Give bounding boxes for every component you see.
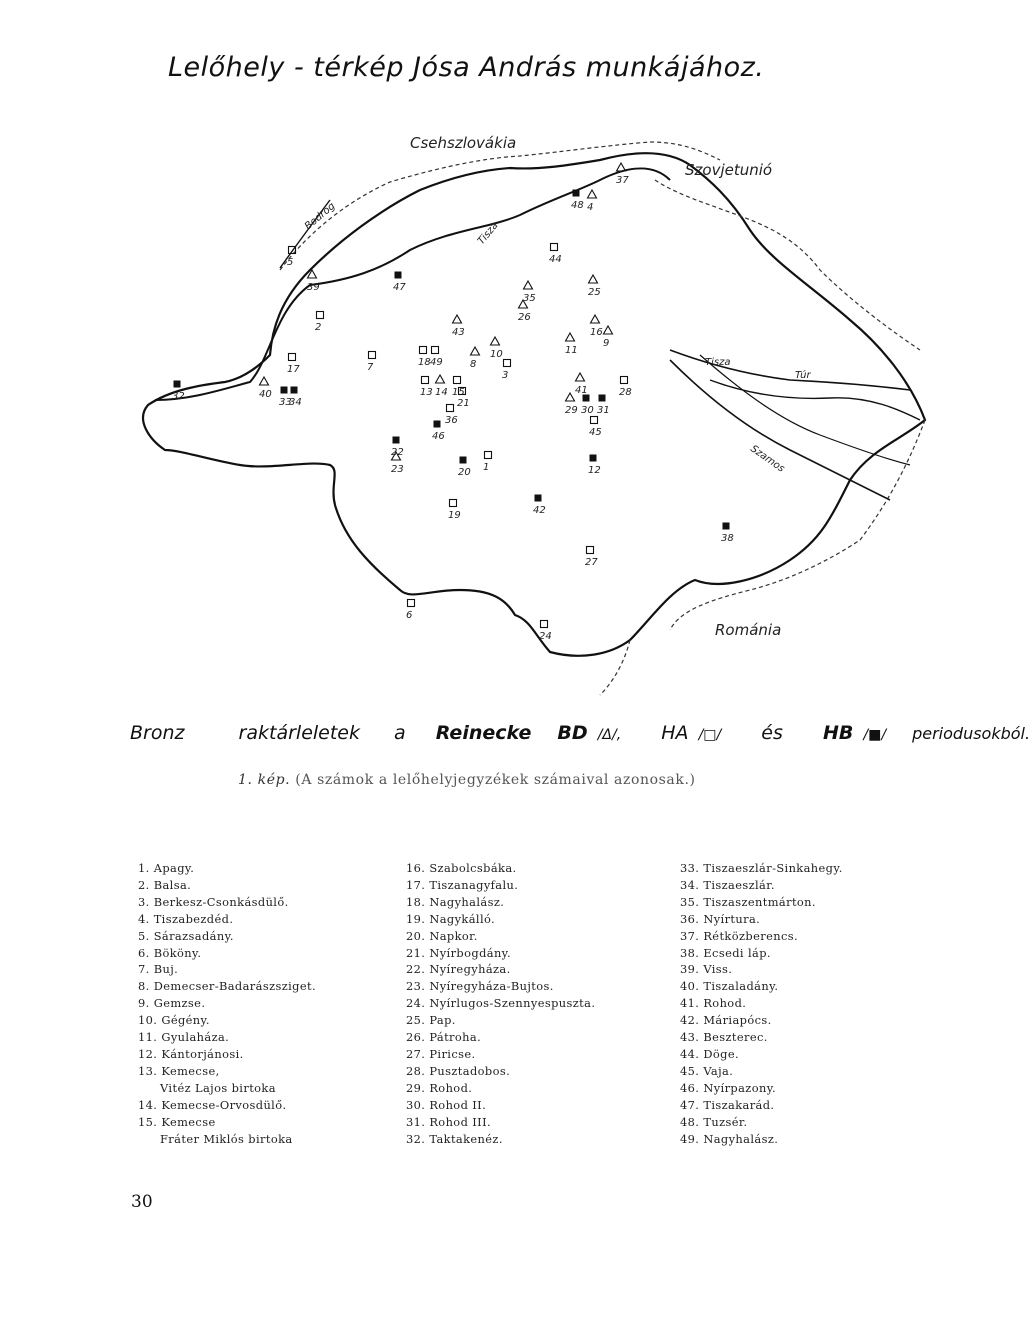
legend — [130, 722, 1030, 744]
list-item: 47. Tiszakarád. — [680, 1097, 775, 1112]
river-tur — [710, 380, 920, 420]
site-number-37: 37 — [616, 175, 629, 186]
site-marker-29 — [566, 393, 575, 401]
site-number-17: 17 — [287, 364, 300, 375]
list-item: 16. Szabolcsbáka. — [406, 861, 517, 875]
site-number-35: 35 — [523, 293, 536, 304]
label-szovjetunio: Szovjetunió — [685, 161, 773, 179]
site-number-6: 6 — [406, 610, 413, 621]
site-marker-48 — [573, 190, 580, 197]
list-item: 3. Berkesz-Csonkásdülő. — [138, 894, 289, 909]
site-number-48: 48 — [571, 200, 584, 211]
site-number-18: 18 — [418, 357, 431, 368]
list-item: 43. Beszterec. — [680, 1030, 768, 1045]
legend-bronz: Bronz — [130, 722, 185, 744]
legend-bd: BD — [557, 722, 588, 744]
site-marker-18 — [420, 347, 427, 354]
list-item: 40. Tiszaladány. — [680, 979, 779, 994]
site-marker-44 — [551, 244, 558, 251]
site-number-30: 30 — [581, 405, 594, 416]
site-number-24: 24 — [539, 631, 552, 642]
list-item: 23. Nyíregyháza-Bujtos. — [406, 979, 554, 994]
list-item: 46. Nyírpazony. — [680, 1080, 777, 1095]
site-number-41: 41 — [575, 385, 588, 396]
site-number-34: 34 — [289, 397, 302, 408]
site-marker-3 — [504, 360, 511, 367]
site-number-10: 10 — [490, 349, 503, 360]
list-item: 14. Kemecse-Orvosdülő. — [138, 1097, 287, 1112]
site-marker-36 — [447, 405, 454, 412]
site-number-47: 47 — [393, 282, 406, 293]
legend-hb-symbol: /■/ — [863, 727, 887, 743]
legend-ha: HA — [661, 722, 689, 744]
list-item: 10. Gégény. — [138, 1013, 210, 1028]
site-number-15: 15 — [452, 387, 465, 398]
site-marker-32 — [174, 381, 181, 388]
site-marker-41 — [576, 373, 585, 381]
site-number-7: 7 — [367, 362, 374, 373]
list-item: 8. Demecser-Badarászsziget. — [138, 979, 317, 994]
list-item: 32. Taktakenéz. — [406, 1131, 503, 1146]
site-number-13: 13 — [420, 387, 433, 398]
site-number-45: 45 — [589, 427, 602, 438]
site-number-44: 44 — [549, 254, 562, 265]
site-number-27: 27 — [585, 557, 598, 568]
list-item: 27. Piricse. — [406, 1046, 476, 1061]
list-item: 19. Nagykálló. — [406, 911, 496, 926]
site-number-8: 8 — [470, 359, 477, 370]
list-item: 9. Gemzse. — [138, 996, 206, 1011]
site-number-46: 46 — [432, 431, 445, 442]
list-item: 13. Kemecse, — [138, 1063, 220, 1078]
site-number-22: 22 — [391, 447, 404, 458]
legend-periodusokbol: periodusokból. — [912, 724, 1030, 743]
list-item: 15. Kemecse — [138, 1114, 216, 1129]
list-item: 22. Nyíregyháza. — [406, 962, 511, 977]
site-marker-8 — [471, 347, 480, 355]
list-item: 44. Döge. — [680, 1046, 739, 1061]
list-item: 26. Pátroha. — [406, 1030, 482, 1045]
site-marker-49 — [432, 347, 439, 354]
site-marker-45 — [591, 417, 598, 424]
river-tisza-east — [670, 350, 910, 390]
site-number-19: 19 — [448, 510, 461, 521]
site-marker-34 — [291, 387, 298, 394]
site-number-29: 29 — [565, 405, 578, 416]
site-marker-35 — [524, 281, 533, 289]
site-number-5: 5 — [287, 257, 294, 268]
legend-reinecke: Reinecke — [435, 722, 532, 744]
list-item: 2. Balsa. — [138, 877, 192, 892]
site-number-3: 3 — [502, 370, 509, 381]
site-number-21: 21 — [457, 398, 470, 409]
site-number-26: 26 — [518, 312, 531, 323]
site-number-40: 40 — [259, 389, 272, 400]
site-marker-42 — [535, 495, 542, 502]
list-item: 41. Rohod. — [680, 996, 747, 1011]
site-number-42: 42 — [533, 505, 546, 516]
list-item: 30. Rohod II. — [406, 1097, 487, 1112]
site-marker-14 — [436, 375, 445, 383]
site-number-39: 39 — [307, 282, 320, 293]
site-marker-47 — [395, 272, 402, 279]
site-number-1: 1 — [483, 462, 490, 473]
list-item: 24. Nyírlugos-Szennyespuszta. — [406, 996, 596, 1011]
label-csehszlovakia: Csehszlovákia — [410, 134, 517, 152]
site-marker-46 — [434, 421, 441, 428]
site-number-16: 16 — [590, 327, 603, 338]
site-number-25: 25 — [588, 287, 601, 298]
site-marker-17 — [289, 354, 296, 361]
site-marker-25 — [589, 275, 598, 283]
county-border — [143, 153, 925, 656]
list-item: 49. Nagyhalász. — [680, 1131, 779, 1146]
legend-hb: HB — [822, 722, 854, 744]
site-marker-4 — [588, 190, 597, 198]
site-number-28: 28 — [619, 387, 632, 398]
legend-raktarleletek: raktárleletek — [238, 722, 360, 744]
site-marker-16 — [591, 315, 600, 323]
site-list-col-2 — [406, 860, 666, 1147]
site-marker-6 — [408, 600, 415, 607]
label-tisza-upper: Tisza — [475, 220, 501, 247]
site-marker-15 — [454, 377, 461, 384]
site-number-32: 32 — [172, 391, 185, 402]
site-marker-1 — [485, 452, 492, 459]
list-item: 31. Rohod III. — [406, 1114, 491, 1129]
site-number-36: 36 — [445, 415, 458, 426]
list-item: 37. Rétközberencs. — [680, 928, 798, 943]
site-marker-11 — [566, 333, 575, 341]
site-marker-19 — [450, 500, 457, 507]
site-number-20: 20 — [458, 467, 471, 478]
label-romania: Románia — [715, 621, 782, 639]
river-szamos — [670, 360, 890, 500]
list-item: 4. Tiszabezdéd. — [138, 911, 234, 926]
site-marker-43 — [453, 315, 462, 323]
site-list-col-1 — [138, 860, 378, 1147]
legend-es: és — [761, 722, 783, 744]
list-item: 29. Rohod. — [406, 1080, 473, 1095]
figure-caption-text: (A számok a lelőhelyjegyzékek számaival azonosak.) — [295, 772, 696, 788]
list-item: 38. Ecsedi láp. — [680, 945, 771, 960]
site-marker-7 — [369, 352, 376, 359]
site-number-4: 4 — [587, 202, 594, 213]
list-item: 21. Nyírbogdány. — [406, 945, 512, 960]
label-bodrog: Bodrog — [302, 200, 338, 233]
legend-ha-symbol: /□/ — [698, 727, 722, 743]
site-marker-9 — [604, 326, 613, 334]
list-item: 5. Sárazsadány. — [138, 928, 234, 943]
site-marker-28 — [621, 377, 628, 384]
label-tisza-east: Tisza — [705, 357, 731, 368]
site-number-43: 43 — [452, 327, 465, 338]
list-item: 7. Buj. — [138, 962, 179, 977]
site-marker-24 — [541, 621, 548, 628]
label-szamos: Szamos — [748, 443, 787, 475]
site-marker-13 — [422, 377, 429, 384]
site-number-9: 9 — [603, 338, 610, 349]
list-item: 17. Tiszanagyfalu. — [406, 877, 519, 892]
site-map — [110, 120, 940, 710]
list-item: 39. Viss. — [680, 962, 733, 977]
list-item: 11. Gyulaháza. — [138, 1030, 230, 1045]
list-item: 33. Tiszaeszlár-Sinkahegy. — [680, 861, 843, 875]
list-item: 35. Tiszaszentmárton. — [680, 894, 816, 909]
legend-a: a — [394, 722, 406, 744]
border-east — [655, 180, 920, 350]
site-marker-27 — [587, 547, 594, 554]
map-title: Lelőhely - térkép Jósa András munkájához. — [168, 52, 765, 83]
border-southeast — [670, 420, 925, 630]
site-number-12: 12 — [588, 465, 601, 476]
list-item: 12. Kántorjánosi. — [138, 1046, 244, 1061]
site-number-14: 14 — [435, 387, 448, 398]
site-number-31: 31 — [597, 405, 610, 416]
list-item: 48. Tuzsér. — [680, 1114, 748, 1129]
list-item: Vitéz Lajos birtoka — [160, 1080, 276, 1095]
list-item: 6. Bököny. — [138, 945, 202, 960]
list-item: 45. Vaja. — [680, 1063, 734, 1078]
site-number-49: 49 — [430, 357, 443, 368]
list-item: 28. Pusztadobos. — [406, 1063, 511, 1078]
site-number-11: 11 — [565, 345, 578, 356]
list-item: Fráter Miklós birtoka — [160, 1131, 293, 1146]
site-number-2: 2 — [315, 322, 322, 333]
legend-bd-symbol: /Δ/, — [597, 727, 622, 743]
list-item: 1. Apagy. — [138, 861, 195, 875]
list-item: 34. Tiszaeszlár. — [680, 877, 775, 892]
site-marker-2 — [317, 312, 324, 319]
site-marker-31 — [599, 395, 606, 402]
list-item: 20. Napkor. — [406, 928, 478, 943]
site-marker-20 — [460, 457, 467, 464]
site-marker-10 — [491, 337, 500, 345]
site-marker-12 — [590, 455, 597, 462]
list-item: 18. Nagyhalász. — [406, 894, 505, 909]
list-item: 36. Nyírtura. — [680, 911, 761, 926]
list-item: 25. Pap. — [406, 1013, 456, 1028]
figure-number: 1. kép. — [238, 772, 291, 788]
label-tur: Túr — [795, 370, 811, 381]
site-marker-38 — [723, 523, 730, 530]
list-item: 42. Máriapócs. — [680, 1013, 772, 1028]
site-marker-40 — [260, 377, 269, 385]
page-number: 30 — [131, 1192, 153, 1212]
figure-caption — [238, 772, 696, 788]
site-number-38: 38 — [721, 533, 734, 544]
border-north — [280, 142, 720, 270]
site-list-col-3 — [680, 860, 930, 1147]
site-number-33: 33 — [279, 397, 292, 408]
site-number-23: 23 — [391, 464, 404, 475]
site-marker-33 — [281, 387, 288, 394]
site-marker-22 — [393, 437, 400, 444]
